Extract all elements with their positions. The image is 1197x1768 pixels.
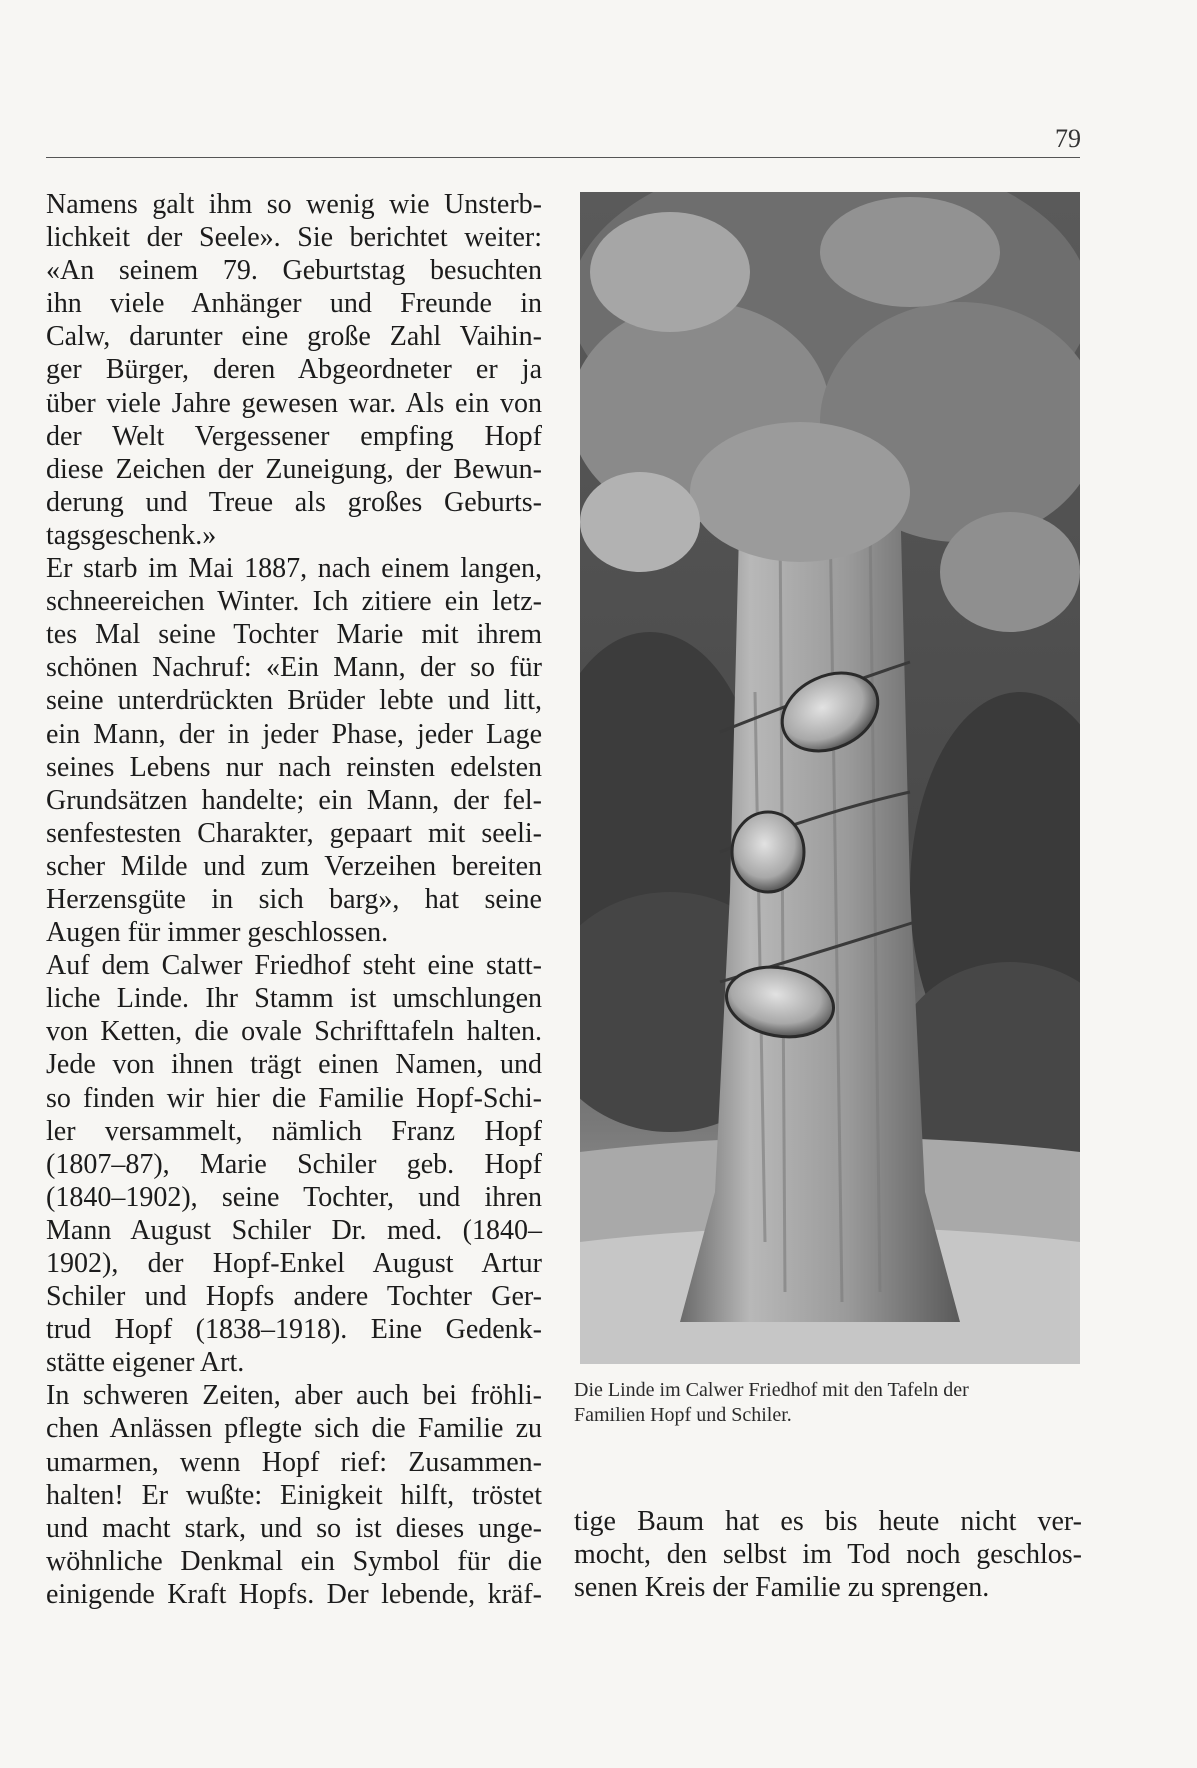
text-line: so finden wir hier die Familie Hopf-Schi- xyxy=(46,1082,542,1114)
text-line: ler versammelt, nämlich Franz Hopf xyxy=(46,1115,542,1147)
text-line: diese Zeichen der Zuneigung, der Bewun- xyxy=(46,453,542,485)
caption-line: Die Linde im Calwer Friedhof mit den Tafeln der xyxy=(574,1379,969,1401)
text-line: (1807–87), Marie Schiler geb. Hopf xyxy=(46,1148,542,1180)
text-line: Schiler und Hopfs andere Tochter Ger- xyxy=(46,1281,542,1313)
text-line: Auf dem Calwer Friedhof steht eine statt- xyxy=(46,950,542,982)
text-line: ger Bürger, deren Abgeordneter er ja xyxy=(46,354,542,386)
text-line: Calw, darunter eine große Zahl Vaihin- xyxy=(46,321,542,353)
text-line: ihn viele Anhänger und Freunde in xyxy=(46,288,542,320)
caption-line: Familien Hopf und Schiler. xyxy=(574,1404,792,1426)
page-number: 79 xyxy=(1055,124,1081,153)
text-line: senfestesten Charakter, gepaart mit seeli- xyxy=(46,817,542,849)
text-line: Grundsätzen handelte; ein Mann, der fel- xyxy=(46,784,542,816)
text-line: umarmen, wenn Hopf rief: Zusammen- xyxy=(46,1446,542,1478)
text-line: In schweren Zeiten, aber auch bei fröhli- xyxy=(46,1380,542,1412)
left-text-column xyxy=(46,188,542,1611)
text-line: Namens galt ihm so wenig wie Unsterb- xyxy=(46,189,542,220)
text-line: chen Anlässen pflegte sich die Familie zu xyxy=(46,1413,542,1445)
text-line: stätte eigener Art. xyxy=(46,1347,245,1379)
text-line: Augen für immer geschlossen. xyxy=(46,917,389,949)
tree-photo-illustration xyxy=(580,192,1080,1364)
text-line: senen Kreis der Familie zu sprengen. xyxy=(574,1572,990,1604)
text-line: mocht, den selbst im Tod noch geschlos- xyxy=(574,1539,1082,1571)
linden-tree-photo xyxy=(580,192,1080,1364)
text-line: tige Baum hat es bis heute nicht ver- xyxy=(574,1506,1082,1537)
text-line: schneereichen Winter. Ich zitiere ein letz- xyxy=(46,586,542,618)
photo-caption xyxy=(574,1378,1082,1428)
text-line: (1840–1902), seine Tochter, und ihren xyxy=(46,1181,542,1213)
text-line: schönen Nachruf: «Ein Mann, der so für xyxy=(46,652,542,684)
text-line: «An seinem 79. Geburtstag besuchten xyxy=(46,255,542,287)
text-line: ein Mann, der in jeder Phase, jeder Lage xyxy=(46,718,542,750)
text-line: scher Milde und zum Verzeihen bereiten xyxy=(46,850,542,882)
text-line: wöhnliche Denkmal ein Symbol für die xyxy=(46,1545,542,1577)
text-line: und macht stark, und so ist dieses unge- xyxy=(46,1512,542,1544)
text-line: halten! Er wußte: Einigkeit hilft, tröstet xyxy=(46,1479,542,1511)
text-line: der Welt Vergessener empfing Hopf xyxy=(46,420,542,452)
text-line: Er starb im Mai 1887, nach einem langen, xyxy=(46,553,542,585)
right-text-column xyxy=(574,1505,1082,1604)
text-line: tes Mal seine Tochter Marie mit ihrem xyxy=(46,619,542,651)
text-line: tagsgeschenk.» xyxy=(46,519,217,551)
text-line: 1902), der Hopf-Enkel August Artur xyxy=(46,1248,542,1279)
text-line: Jede von ihnen trägt einen Namen, und xyxy=(46,1049,542,1081)
text-line: einigende Kraft Hopfs. Der lebende, kräf- xyxy=(46,1578,542,1610)
text-line: über viele Jahre gewesen war. Als ein von xyxy=(46,387,542,419)
header-rule xyxy=(46,157,1080,158)
text-line: trud Hopf (1838–1918). Eine Gedenk- xyxy=(46,1314,542,1346)
text-line: Herzensgüte in sich barg», hat seine xyxy=(46,883,542,915)
text-line: von Ketten, die ovale Schrifttafeln halten. xyxy=(46,1016,542,1048)
text-line: derung und Treue als großes Geburts- xyxy=(46,486,542,518)
text-line: seine unterdrückten Brüder lebte und litt, xyxy=(46,685,542,717)
text-line: seines Lebens nur nach reinsten edelsten xyxy=(46,751,542,783)
text-line: Mann August Schiler Dr. med. (1840– xyxy=(46,1214,542,1246)
text-line: liche Linde. Ihr Stamm ist umschlungen xyxy=(46,983,542,1015)
text-line: lichkeit der Seele». Sie berichtet weiter: xyxy=(46,222,542,254)
